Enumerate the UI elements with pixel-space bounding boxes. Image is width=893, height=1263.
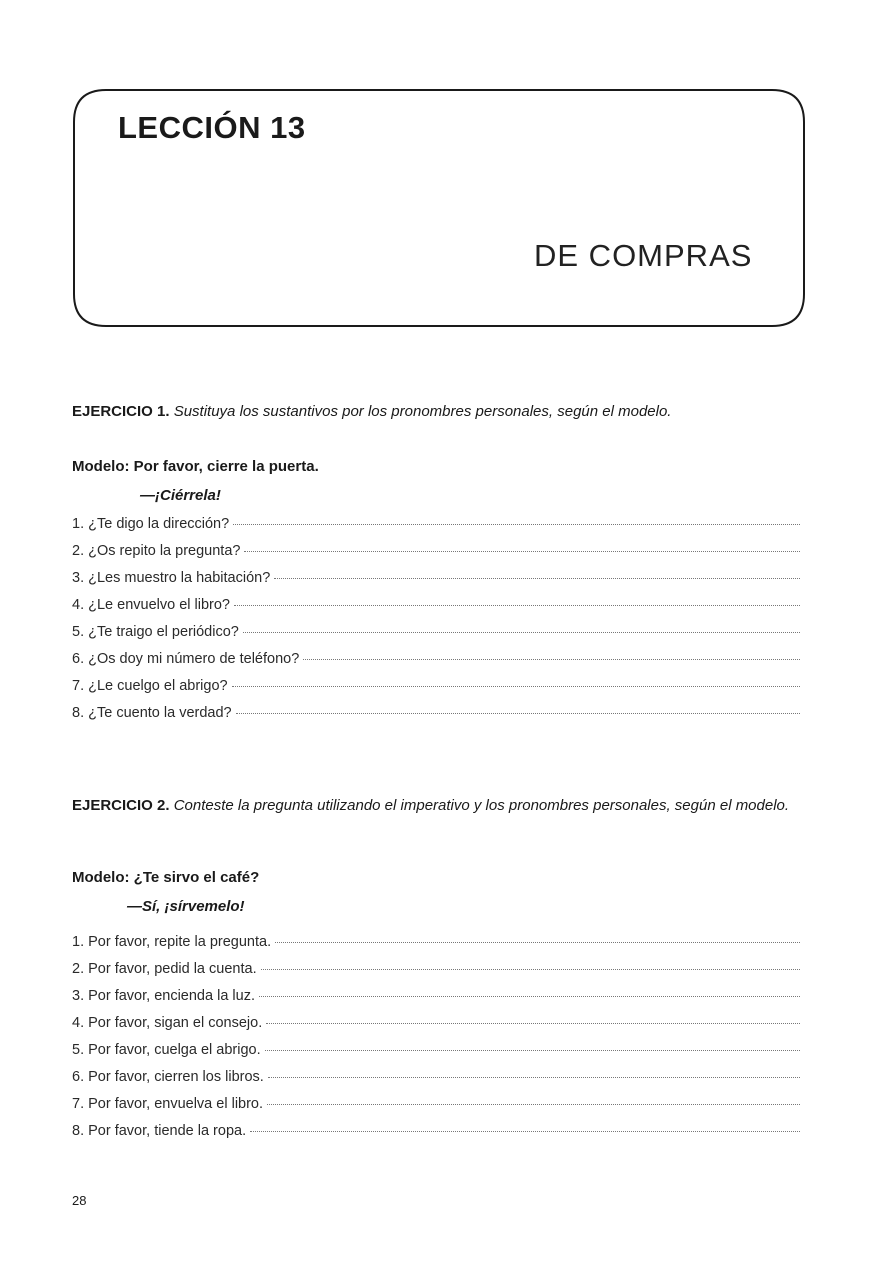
exercise-2-instruction: Conteste la pregunta utilizando el imperativo y los pronombres personales, según el modelo.	[173, 797, 790, 814]
answer-line[interactable]	[303, 659, 800, 660]
exercise-1-list	[72, 516, 800, 732]
exercise-2-item	[72, 988, 800, 1015]
answer-line[interactable]	[233, 524, 800, 525]
exercise-2-item	[72, 1123, 800, 1150]
item-text: 2. ¿Os repito la pregunta?	[72, 543, 241, 559]
answer-line[interactable]	[266, 1023, 800, 1024]
exercise-1-item	[72, 516, 800, 543]
exercise-2-item	[72, 961, 800, 988]
exercise-2-number: EJERCICIO 2.	[72, 797, 170, 814]
exercise-1-item	[72, 543, 800, 570]
item-text: 5. ¿Te traigo el periódico?	[72, 624, 239, 640]
answer-line[interactable]	[259, 996, 800, 997]
item-text: 7. ¿Le cuelgo el abrigo?	[72, 678, 228, 694]
exercise-1-heading	[72, 397, 802, 427]
exercise-1-model-answer: —¡Ciérrela!	[140, 487, 221, 504]
exercise-2-model-answer: —Sí, ¡sírvemelo!	[127, 898, 245, 915]
item-text: 3. ¿Les muestro la habitación?	[72, 570, 271, 586]
answer-line[interactable]	[275, 942, 800, 943]
answer-line[interactable]	[250, 1131, 800, 1132]
lesson-title: LECCIÓN 13	[118, 110, 306, 145]
exercise-2-item	[72, 934, 800, 961]
answer-line[interactable]	[244, 551, 800, 552]
answer-line[interactable]	[265, 1050, 800, 1051]
answer-line[interactable]	[236, 713, 800, 714]
answer-line[interactable]	[267, 1104, 800, 1105]
item-text: 1. Por favor, repite la pregunta.	[72, 934, 272, 950]
item-text: 6. ¿Os doy mi número de teléfono?	[72, 651, 300, 667]
exercise-2-item	[72, 1015, 800, 1042]
item-text: 4. ¿Le envuelvo el libro?	[72, 597, 230, 613]
exercise-1-item	[72, 705, 800, 732]
exercise-1-item	[72, 651, 800, 678]
answer-line[interactable]	[268, 1077, 800, 1078]
exercise-2-heading	[72, 791, 802, 821]
exercise-2-item	[72, 1042, 800, 1069]
item-text: 6. Por favor, cierren los libros.	[72, 1069, 264, 1085]
exercise-1-instruction: Sustituya los sustantivos por los pronombres personales, según el modelo.	[173, 403, 672, 420]
answer-line[interactable]	[232, 686, 800, 687]
exercise-1-item	[72, 624, 800, 651]
exercise-1-item	[72, 570, 800, 597]
item-text: 5. Por favor, cuelga el abrigo.	[72, 1042, 261, 1058]
item-text: 3. Por favor, encienda la luz.	[72, 988, 255, 1004]
answer-line[interactable]	[261, 969, 800, 970]
exercise-2-model: Modelo: ¿Te sirvo el café?	[72, 869, 260, 886]
item-text: 7. Por favor, envuelva el libro.	[72, 1096, 264, 1112]
item-text: 8. ¿Te cuento la verdad?	[72, 705, 232, 721]
answer-line[interactable]	[243, 632, 800, 633]
exercise-1-item	[72, 597, 800, 624]
exercise-2-item	[72, 1096, 800, 1123]
item-text: 4. Por favor, sigan el consejo.	[72, 1015, 263, 1031]
item-text: 8. Por favor, tiende la ropa.	[72, 1123, 247, 1139]
exercise-1-item	[72, 678, 800, 705]
item-text: 2. Por favor, pedid la cuenta.	[72, 961, 257, 977]
exercise-1-number: EJERCICIO 1.	[72, 403, 170, 420]
exercise-2-list	[72, 934, 800, 1150]
lesson-subtitle: DE COMPRAS	[534, 238, 753, 273]
exercise-2-item	[72, 1069, 800, 1096]
page-number: 28	[72, 1193, 87, 1208]
answer-line[interactable]	[234, 605, 800, 606]
exercise-1-model: Modelo: Por favor, cierre la puerta.	[72, 458, 319, 475]
answer-line[interactable]	[274, 578, 800, 579]
item-text: 1. ¿Te digo la dirección?	[72, 516, 230, 532]
